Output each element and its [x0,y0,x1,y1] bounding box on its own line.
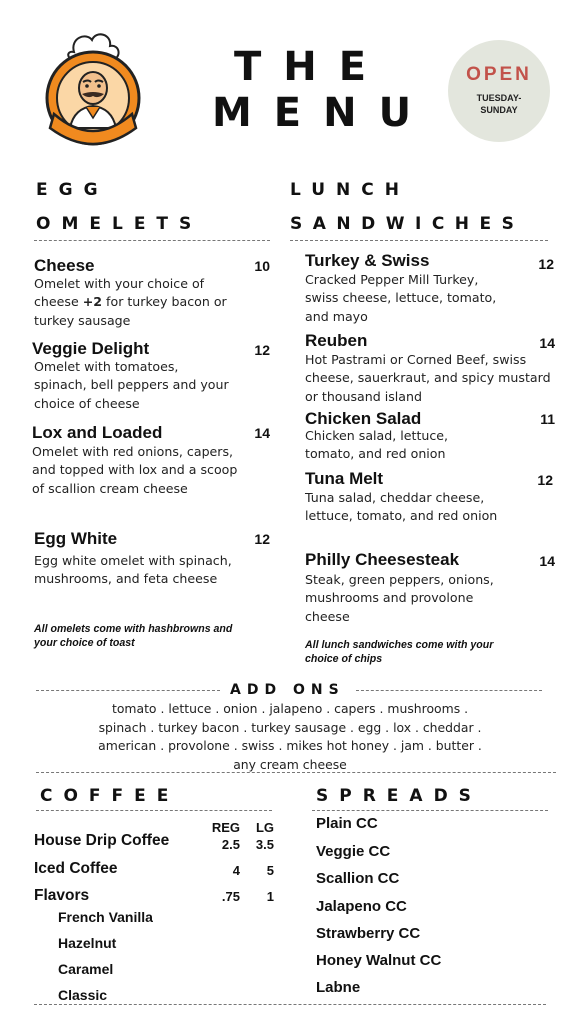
coffee-item-name: Iced Coffee [34,860,118,877]
menu-title-line1: THE [233,44,389,90]
sandwich-price: 14 [539,335,555,351]
addons-line: any cream cheese [233,756,347,772]
omelet-name: Egg White [34,529,118,548]
sandwich-description: Cracked Pepper Mill Turkey, swiss cheese, lettuce, tomato, and mayo [305,272,497,324]
coffee-col-reg: REG [211,820,240,835]
sandwiches-heading-line1: LUNCH [290,180,410,200]
addons-divider-right [356,690,542,691]
coffee-price-reg: .75 [221,889,240,904]
omelet-description: Omelet with tomatoes, spinach, bell peppers and your choice of cheese [34,359,229,411]
coffee-flavor: Caramel [58,961,114,977]
omelet-price: 12 [254,342,270,358]
menu-title-line2: MENU [212,90,434,136]
addons-heading: ADD ONS [230,682,345,698]
spread-item: Scallion CC [316,870,400,887]
omelets-heading-line1: EGG [36,180,109,200]
open-status: OPEN [466,64,532,85]
sandwiches-divider [290,240,548,241]
spread-item: Veggie CC [316,843,391,860]
omelet-description: Omelet with red onions, capers, and topped with lox and a scoop of scallion cream cheese [32,444,238,496]
brand-logo [40,30,146,148]
omelet-description: Omelet with your choice of cheese +2 for turkey bacon or turkey sausage [34,276,227,328]
coffee-flavor: French Vanilla [58,909,153,925]
open-hours-badge [448,40,550,142]
sandwich-price: 12 [538,256,554,272]
sandwich-name: Chicken Salad [305,409,422,428]
coffee-item-name: Flavors [34,887,90,904]
coffee-price-reg: 2.5 [221,837,240,852]
sandwich-description: Chicken salad, lettuce, tomato, and red onion [305,428,449,462]
coffee-divider [36,810,272,811]
coffee-price-lg: 1 [266,889,274,904]
omelet-name: Lox and Loaded [32,423,163,442]
spread-item: Strawberry CC [316,925,421,942]
addons-bottom-divider [36,772,556,773]
omelets-heading-line2: OMELETS [36,214,203,234]
coffee-price-reg: 4 [232,863,240,878]
sandwiches-heading-line2: SANDWICHES [290,214,525,234]
sandwich-price: 12 [537,472,553,488]
sandwich-name: Tuna Melt [305,469,384,488]
addons-list [40,700,540,774]
coffee-col-lg: LG [255,820,274,835]
spread-item: Honey Walnut CC [316,952,442,969]
sandwich-name: Reuben [305,331,368,350]
omelet-name: Cheese [34,256,95,275]
coffee-price-lg: 5 [266,863,274,878]
sandwich-description: Tuna salad, cheddar cheese, lettuce, tomato, and red onion [305,490,498,524]
omelet-price: 10 [254,258,270,274]
coffee-heading: COFFEE [40,786,180,806]
spread-item: Labne [316,979,361,996]
addons-line: spinach . turkey bacon . turkey sausage . egg . lox . cheddar . [98,719,482,735]
omelets-divider [34,240,270,241]
omelet-price: 14 [254,425,270,441]
sandwich-name: Philly Cheesesteak [305,550,460,569]
spread-item: Jalapeno CC [316,898,407,915]
open-days: TUESDAY- SUNDAY [476,93,522,115]
sandwich-price: 11 [540,411,555,427]
omelet-name: Veggie Delight [32,339,150,358]
spreads-heading: SPREADS [316,786,482,806]
addons-line: tomato . lettuce . onion . jalapeno . capers . mushrooms . [111,701,469,716]
omelet-price: 12 [254,531,270,547]
addons-line: american . provolone . swiss . mikes hot honey . jam . butter . [98,738,482,753]
coffee-flavor: Classic [58,987,108,1003]
sandwiches-note: All lunch sandwiches come with your choice of chips [305,639,494,665]
coffee-flavor: Hazelnut [58,935,117,951]
coffee-price-lg: 3.5 [255,837,274,852]
footer-divider [34,1004,546,1005]
omelets-note: All omelets come with hashbrowns and your choice of toast [34,623,233,649]
sandwich-description: Steak, green peppers, onions, mushrooms and provolone cheese [305,572,494,624]
spreads-divider [312,810,548,811]
spread-item: Plain CC [316,815,378,832]
omelet-description: Egg white omelet with spinach, mushrooms, and feta cheese [34,553,232,587]
sandwich-price: 14 [539,553,555,569]
addons-divider-left [36,690,220,691]
sandwich-description: Hot Pastrami or Corned Beef, swiss cheese, sauerkraut, and spicy mustard or thousand island [305,352,551,404]
coffee-item-name: House Drip Coffee [34,832,170,849]
sandwich-name: Turkey & Swiss [305,251,430,270]
